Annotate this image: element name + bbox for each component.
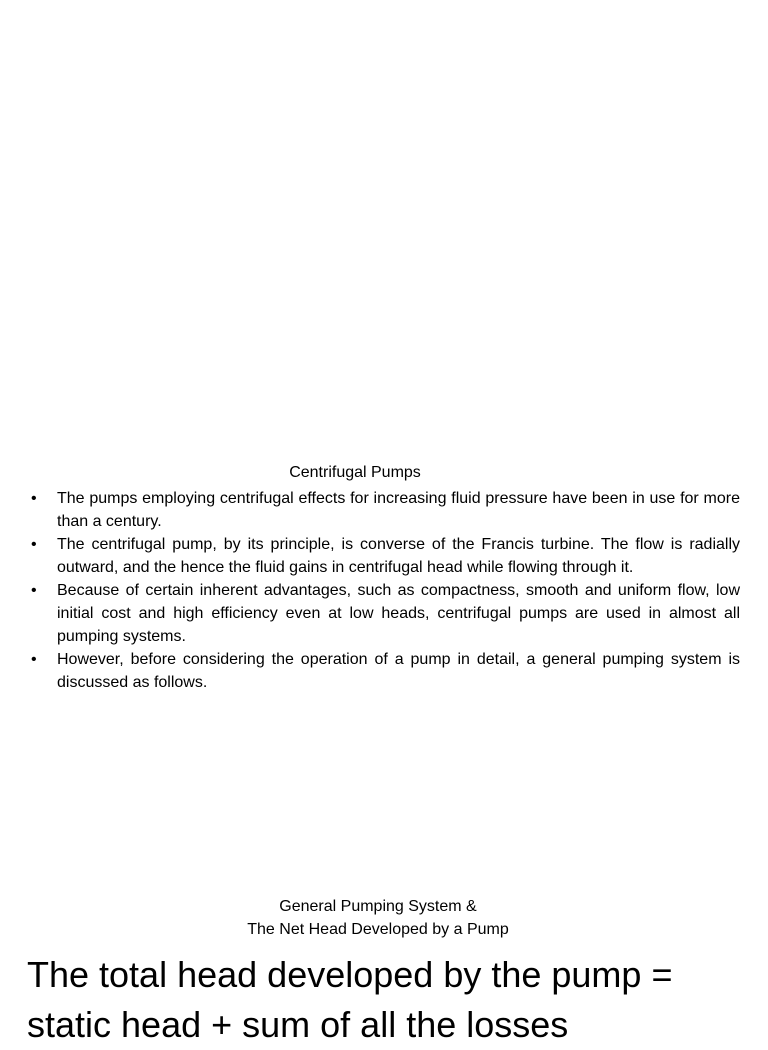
statement-line-1: The total head developed by the pump = [27,954,673,995]
section-heading-line-2: The Net Head Developed by a Pump [247,921,509,938]
section-heading [0,895,756,941]
list-item [30,648,740,694]
bullet-list [30,487,740,694]
section-heading-line-1: General Pumping System & [279,898,477,915]
list-item [30,487,740,533]
total-head-statement [27,950,767,1050]
page-title: Centrifugal Pumps [289,464,421,481]
statement-line-2: static head + sum of all the losses [27,1004,569,1045]
bullet-text: The centrifugal pump, by its principle, is converse of the Francis turbine. The flow is radially outward, and the hence the fluid gains in centrifugal head while flowing through it. [57,536,740,576]
list-item [30,533,740,579]
list-item [30,579,740,648]
bullet-icon: • [31,490,37,507]
bullet-text: Because of certain inherent advantages, such as compactness, smooth and uniform flow, low initial cost and high efficiency even at low heads, centrifugal pumps are used in almost all pumping systems. [57,582,740,645]
bullet-icon: • [31,536,37,553]
bullet-icon: • [31,582,37,599]
bullet-text: The pumps employing centrifugal effects for increasing fluid pressure have been in use for more than a century. [57,490,740,530]
bullet-text: However, before considering the operation of a pump in detail, a general pumping system is discussed as follows. [57,651,740,691]
bullet-icon: • [31,651,37,668]
